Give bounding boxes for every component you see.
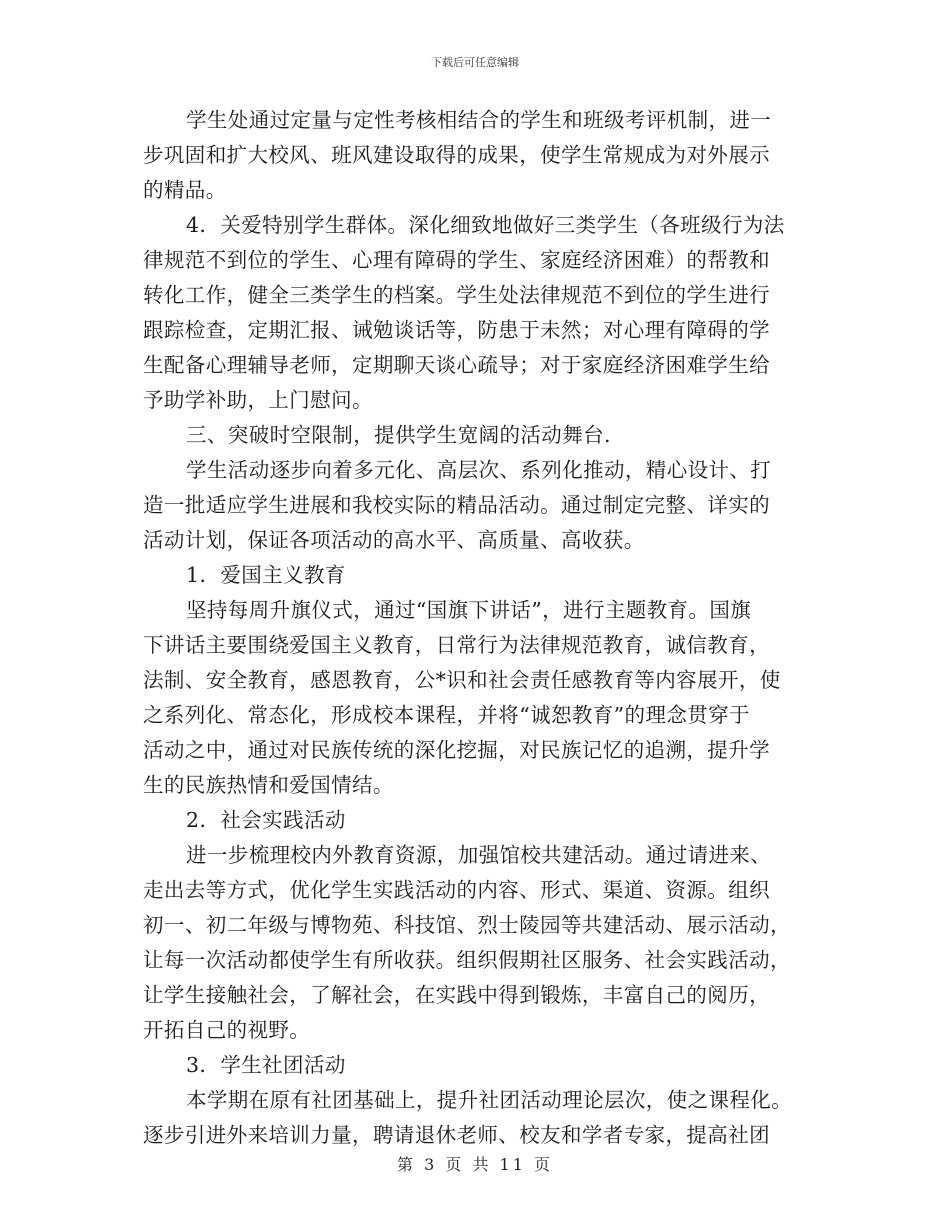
text-line: 活动之中，通过对民族传统的深化挖掘，对民族记忆的追溯，提升学 <box>143 738 770 762</box>
text-line: 步巩固和扩大校风、班风建设取得的成果，使学生常规成为对外展示 <box>143 143 770 167</box>
page-number-footer: 第 3 页 共 11 页 <box>397 1155 553 1174</box>
document-body <box>143 103 809 1153</box>
text-line: 走出去等方式，优化学生实践活动的内容、形式、渠道、资源。组织 <box>143 878 770 902</box>
text-line: 转化工作，健全三类学生的档案。学生处法律规范不到位的学生进行 <box>143 283 770 307</box>
text-line: 开拓自己的视野。 <box>143 1018 311 1042</box>
text-line: 造一批适应学生进展和我校实际的精品活动。通过制定完整、详实的 <box>143 493 770 517</box>
text-line: 2．社会实践活动 <box>186 808 346 832</box>
text-line: 初一、初二年级与博物苑、科技馆、烈士陵园等共建活动、展示活动， <box>143 913 791 937</box>
text-line: 律规范不到位的学生、心理有障碍的学生、家庭经济困难）的帮教和 <box>143 248 770 272</box>
text-line: 本学期在原有社团基础上，提升社团活动理论层次，使之课程化。 <box>186 1088 793 1112</box>
text-line: 逐步引进外来培训力量，聘请退休老师、校友和学者专家，提高社团 <box>143 1123 770 1147</box>
text-line: 跟踪检查，定期汇报、诫勉谈话等，防患于未然；对心理有障碍的学 <box>143 318 770 342</box>
text-line: 1．爱国主义教育 <box>186 563 346 587</box>
page-header: 下载后可任意编辑 <box>431 56 519 69</box>
text-line: 活动计划，保证各项活动的高水平、高质量、高收获。 <box>143 528 645 552</box>
text-line: 4．关爱特别学生群体。深化细致地做好三类学生（各班级行为法 <box>186 213 785 237</box>
text-line: 坚持每周升旗仪式，通过“国旗下讲话”，进行主题教育。国旗 <box>186 598 752 622</box>
text-line: 生配备心理辅导老师，定期聊天谈心疏导；对于家庭经济困难学生给 <box>143 353 770 377</box>
text-line: 予助学补助，上门慰问。 <box>143 388 373 412</box>
text-line: 学生活动逐步向着多元化、高层次、系列化推动，精心设计、打 <box>186 458 772 482</box>
text-line: 进一步梳理校内外教育资源，加强馆校共建活动。通过请进来、 <box>186 843 772 867</box>
text-line: 让学生接触社会，了解社会，在实践中得到锻炼，丰富自己的阅历， <box>143 983 770 1007</box>
text-line: 三、突破时空限制，提供学生宽阔的活动舞台. <box>186 423 611 447</box>
text-line: 学生处通过定量与定性考核相结合的学生和班级考评机制，进一 <box>186 108 772 132</box>
text-line: 生的民族热情和爱国情结。 <box>143 773 394 797</box>
text-line: 之系列化、常态化，形成校本课程，并将“诚恕教育”的理念贯穿于 <box>143 703 750 727</box>
text-line: 下讲话主要围绕爱国主义教育，日常行为法律规范教育，诚信教育， <box>143 633 770 657</box>
text-line: 法制、安全教育，感恩教育，公*识和社会责任感教育等内容展开，使 <box>143 668 781 692</box>
text-line: 的精品。 <box>143 178 227 202</box>
text-line: 3．学生社团活动 <box>186 1053 346 1077</box>
text-line: 让每一次活动都使学生有所收获。组织假期社区服务、社会实践活动， <box>143 948 791 972</box>
